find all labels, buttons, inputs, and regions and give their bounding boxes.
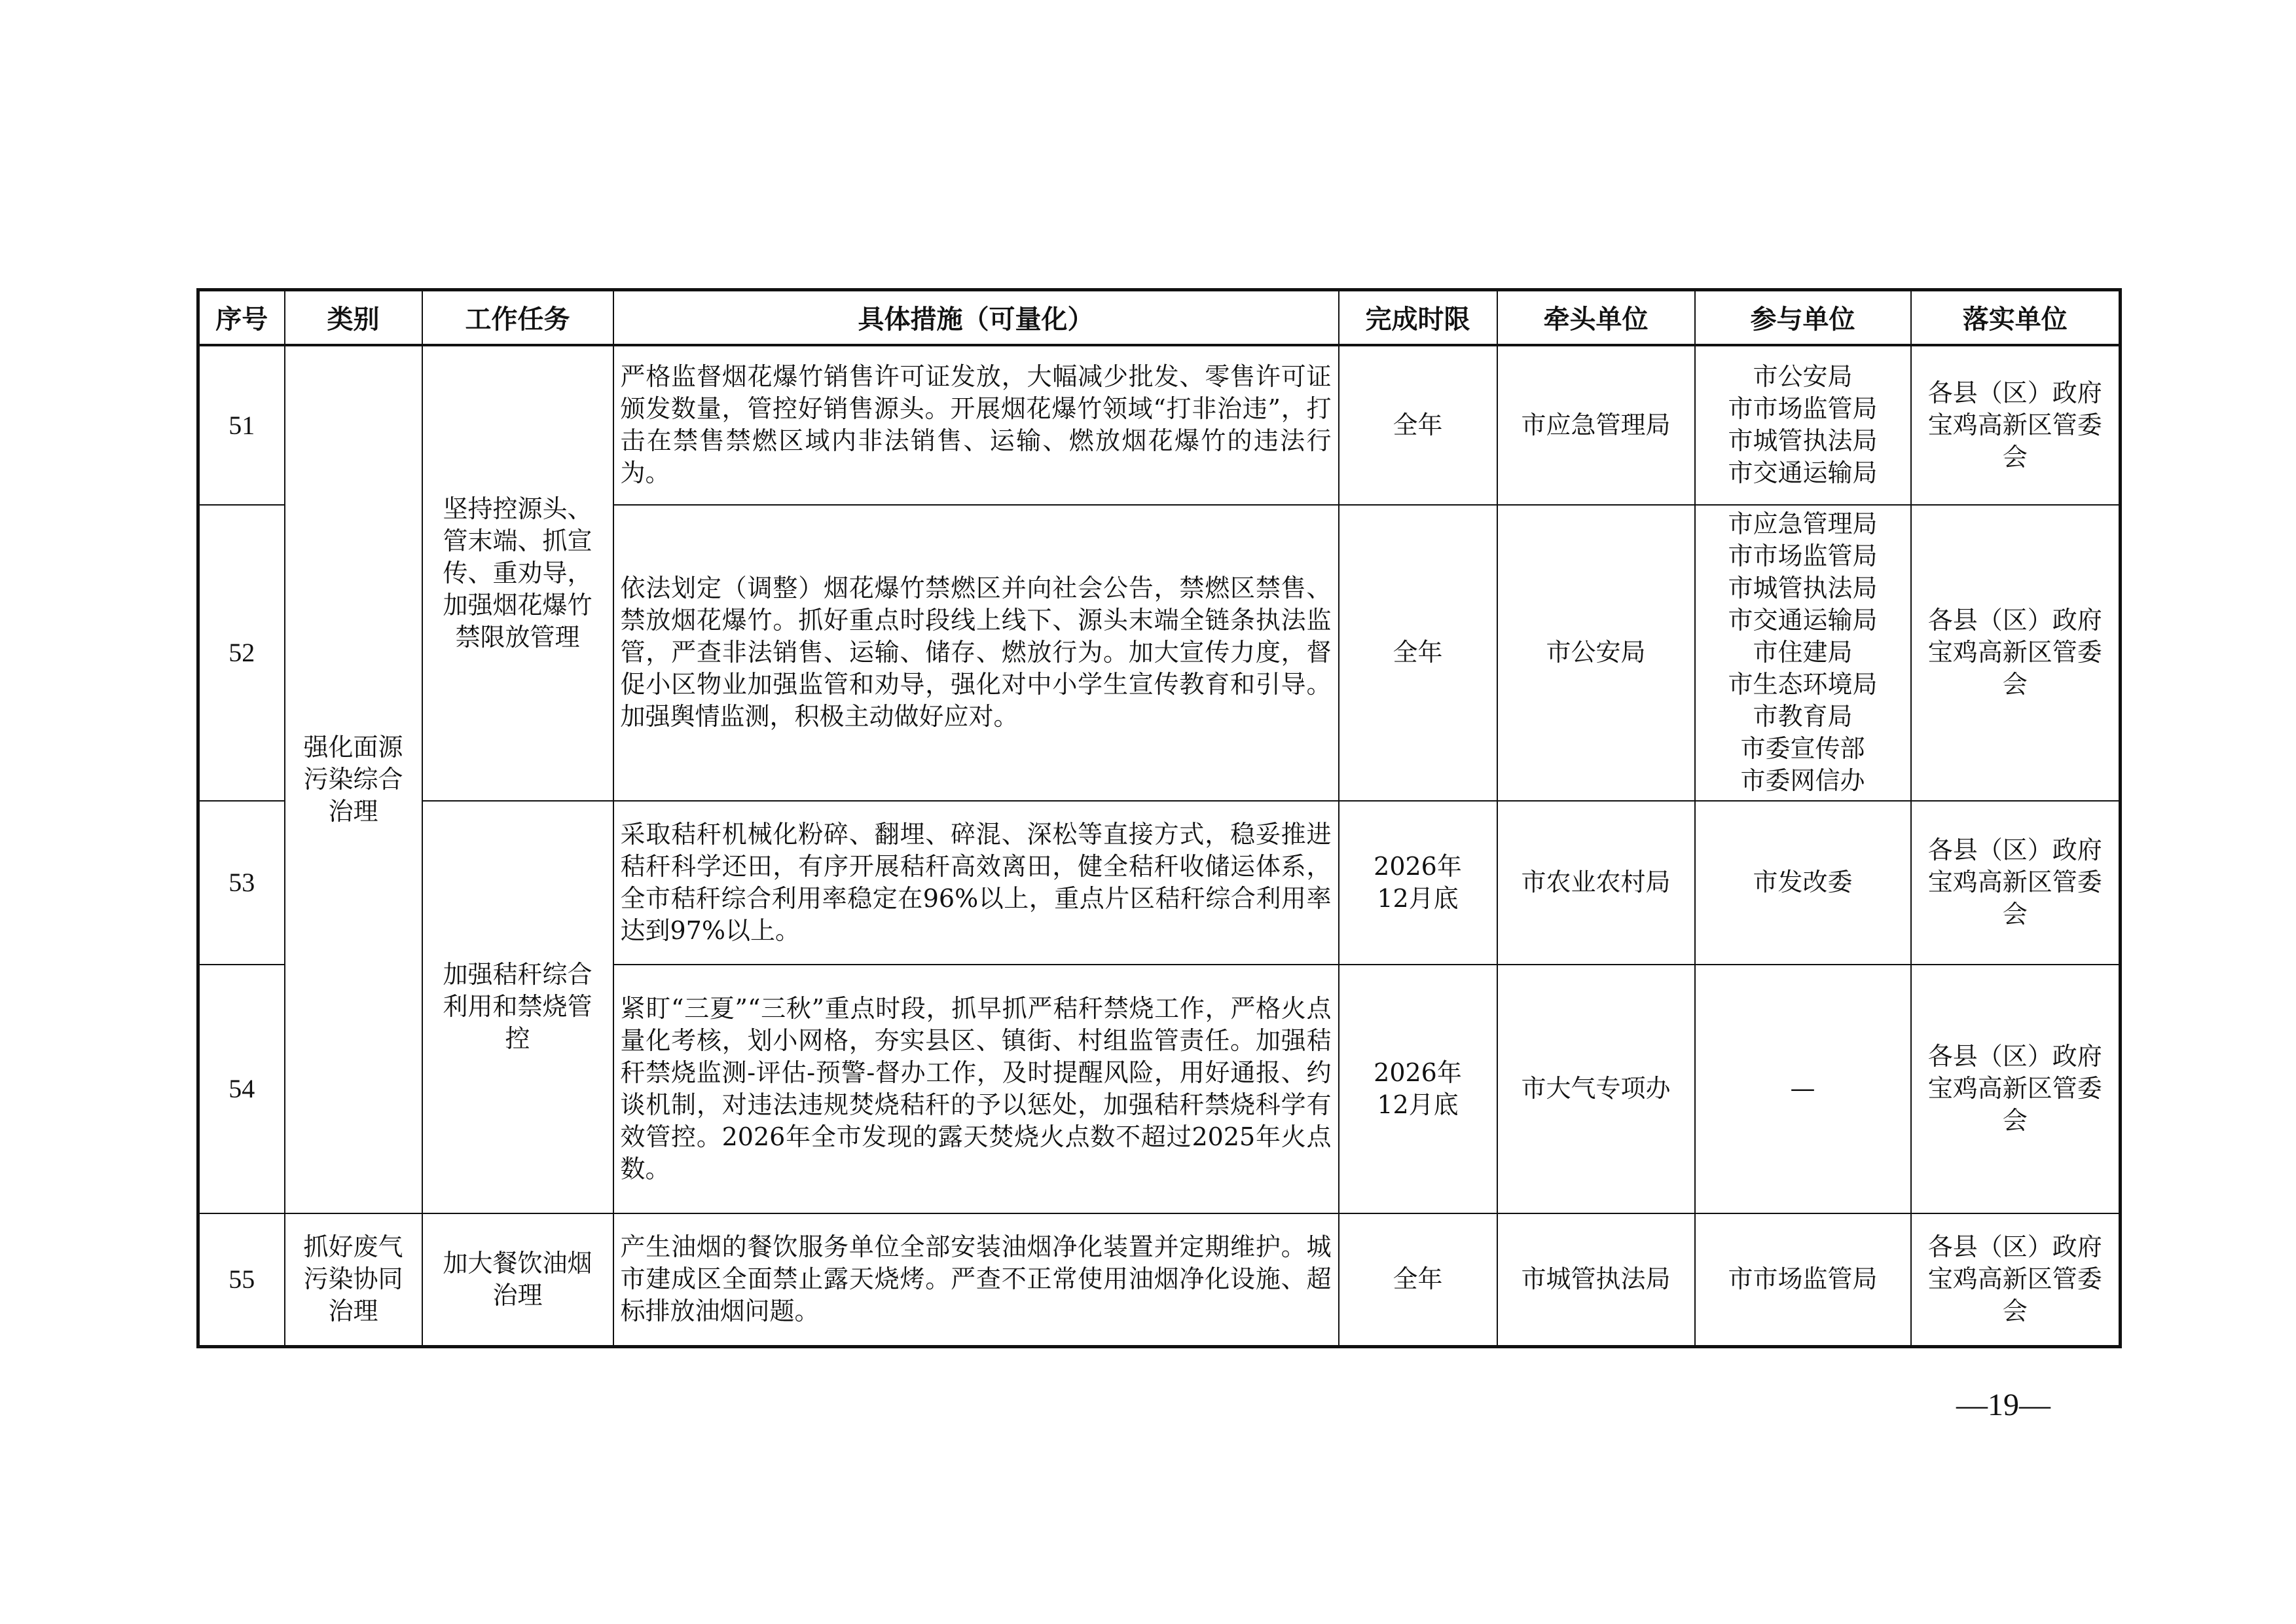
measures-table (196, 288, 2122, 1348)
table-row (198, 345, 2121, 505)
participant-unit: 市城管执法局 (1728, 574, 1878, 602)
participant-unit: 市交通运输局 (1728, 458, 1878, 487)
header-measure: 具体措施（可量化） (613, 290, 1339, 345)
header-lead-unit: 牵头单位 (1497, 290, 1695, 345)
participant-unit: 市市场监管局 (1728, 1264, 1878, 1294)
participant-unit: 市市场监管局 (1728, 394, 1878, 423)
participant-units-cell (1695, 965, 1911, 1213)
measure-cell: 严格监督烟花爆竹销售许可证发放，大幅减少批发、零售许可证颁发数量，管控好销售源头。开展烟花爆竹领域“打非治违”，打击在禁售禁燃区域内非法销售、运输、燃放烟花爆竹的违法行为。 (613, 345, 1339, 505)
table-row (198, 1213, 2121, 1347)
header-task: 工作任务 (422, 290, 613, 345)
deadline-cell: 全年 (1339, 1213, 1497, 1347)
measure-cell: 依法划定（调整）烟花爆竹禁燃区并向社会公告，禁燃区禁售、禁放烟花爆竹。抓好重点时段线上线下、源头末端全链条执法监管，严查非法销售、运输、储存、燃放行为。加大宣传力度，督促小区物业加强监管和劝导，强化对中小学生宣传教育和引导。加强舆情监测，积极主动做好应对。 (613, 505, 1339, 801)
implementing-units-cell (1911, 801, 2121, 965)
implementing-unit: 各县（区）政府 (1927, 836, 2102, 864)
lead-unit-cell: 市城管执法局 (1497, 1213, 1695, 1347)
table-header-row (198, 290, 2121, 345)
participant-unit: — (1790, 1074, 1815, 1103)
participant-units-cell (1695, 505, 1911, 801)
participant-units-cell (1695, 345, 1911, 505)
implementing-units-cell (1911, 1213, 2121, 1347)
deadline-line: 2026年 (1374, 851, 1462, 881)
deadline-line: 12月底 (1377, 1090, 1459, 1119)
page-number: —19— (1956, 1388, 2050, 1422)
implementing-unit: 宝鸡高新区管委会 (1927, 410, 2102, 471)
participant-unit: 市委网信办 (1740, 766, 1865, 795)
task-cell: 坚持控源头、管末端、抓宣传、重劝导，加强烟花爆竹禁限放管理 (422, 345, 613, 801)
deadline-line: 12月底 (1377, 883, 1459, 913)
implementing-unit: 各县（区）政府 (1927, 1232, 2102, 1262)
lead-unit-cell: 市大气专项办 (1497, 965, 1695, 1213)
participant-unit: 市教育局 (1753, 702, 1853, 731)
implementing-units-cell (1911, 965, 2121, 1213)
deadline-cell (1339, 965, 1497, 1213)
participant-units-cell (1695, 801, 1911, 965)
implementing-units-cell (1911, 505, 2121, 801)
deadline-cell: 全年 (1339, 345, 1497, 505)
row-number: 55 (198, 1213, 285, 1347)
measure-cell: 产生油烟的餐饮服务单位全部安装油烟净化装置并定期维护。城市建成区全面禁止露天烧烤。严查不正常使用油烟净化设施、超标排放油烟问题。 (613, 1213, 1339, 1347)
table-row (198, 801, 2121, 965)
row-number: 52 (198, 505, 285, 801)
implementing-unit: 宝鸡高新区管委会 (1927, 638, 2102, 699)
participant-units-cell (1695, 1213, 1911, 1347)
row-number: 51 (198, 345, 285, 505)
implementing-unit: 宝鸡高新区管委会 (1927, 868, 2102, 929)
header-category: 类别 (285, 290, 422, 345)
participant-unit: 市市场监管局 (1728, 542, 1878, 570)
header-no: 序号 (198, 290, 285, 345)
implementing-unit: 各县（区）政府 (1927, 378, 2102, 407)
deadline-cell (1339, 801, 1497, 965)
implementing-unit: 宝鸡高新区管委会 (1927, 1074, 2102, 1135)
header-participant-units: 参与单位 (1695, 290, 1911, 345)
measure-cell: 采取秸秆机械化粉碎、翻埋、碎混、深松等直接方式，稳妥推进秸秆科学还田，有序开展秸秆高效离田，健全秸秆收储运体系，全市秸秆综合利用率稳定在96%以上，重点片区秸秆综合利用率达到97%以上。 (613, 801, 1339, 965)
lead-unit-cell: 市农业农村局 (1497, 801, 1695, 965)
participant-unit: 市生态环境局 (1728, 670, 1878, 699)
implementing-units-cell (1911, 345, 2121, 505)
lead-unit-cell: 市公安局 (1497, 505, 1695, 801)
implementing-unit: 各县（区）政府 (1927, 606, 2102, 635)
implementing-unit: 宝鸡高新区管委会 (1927, 1264, 2102, 1326)
row-number: 53 (198, 801, 285, 965)
participant-unit: 市住建局 (1753, 638, 1853, 667)
participant-unit: 市交通运输局 (1728, 606, 1878, 635)
header-implementing-units: 落实单位 (1911, 290, 2121, 345)
header-deadline: 完成时限 (1339, 290, 1497, 345)
participant-unit: 市公安局 (1753, 362, 1853, 391)
participant-unit: 市应急管理局 (1728, 509, 1878, 538)
category-cell: 抓好废气污染协同治理 (285, 1213, 422, 1347)
task-cell: 加强秸秆综合利用和禁烧管控 (422, 801, 613, 1213)
measure-cell: 紧盯“三夏”“三秋”重点时段，抓早抓严秸秆禁烧工作，严格火点量化考核，划小网格，夯实县区、镇街、村组监管责任。加强秸秆禁烧监测-评估-预警-督办工作，及时提醒风险，用好通报、约谈机制，对违法违规焚烧秸秆的予以惩处，加强秸秆禁烧科学有效管控。2026年全市发现的露天焚烧火点数不超过2025年火点数。 (613, 965, 1339, 1213)
participant-unit: 市发改委 (1753, 868, 1853, 896)
participant-unit: 市城管执法局 (1728, 426, 1878, 455)
deadline-line: 2026年 (1374, 1058, 1462, 1087)
implementing-unit: 各县（区）政府 (1927, 1042, 2102, 1071)
task-cell: 加大餐饮油烟治理 (422, 1213, 613, 1347)
participant-unit: 市委宣传部 (1740, 734, 1865, 763)
deadline-cell: 全年 (1339, 505, 1497, 801)
row-number: 54 (198, 965, 285, 1213)
lead-unit-cell: 市应急管理局 (1497, 345, 1695, 505)
category-cell: 强化面源污染综合治理 (285, 345, 422, 1213)
